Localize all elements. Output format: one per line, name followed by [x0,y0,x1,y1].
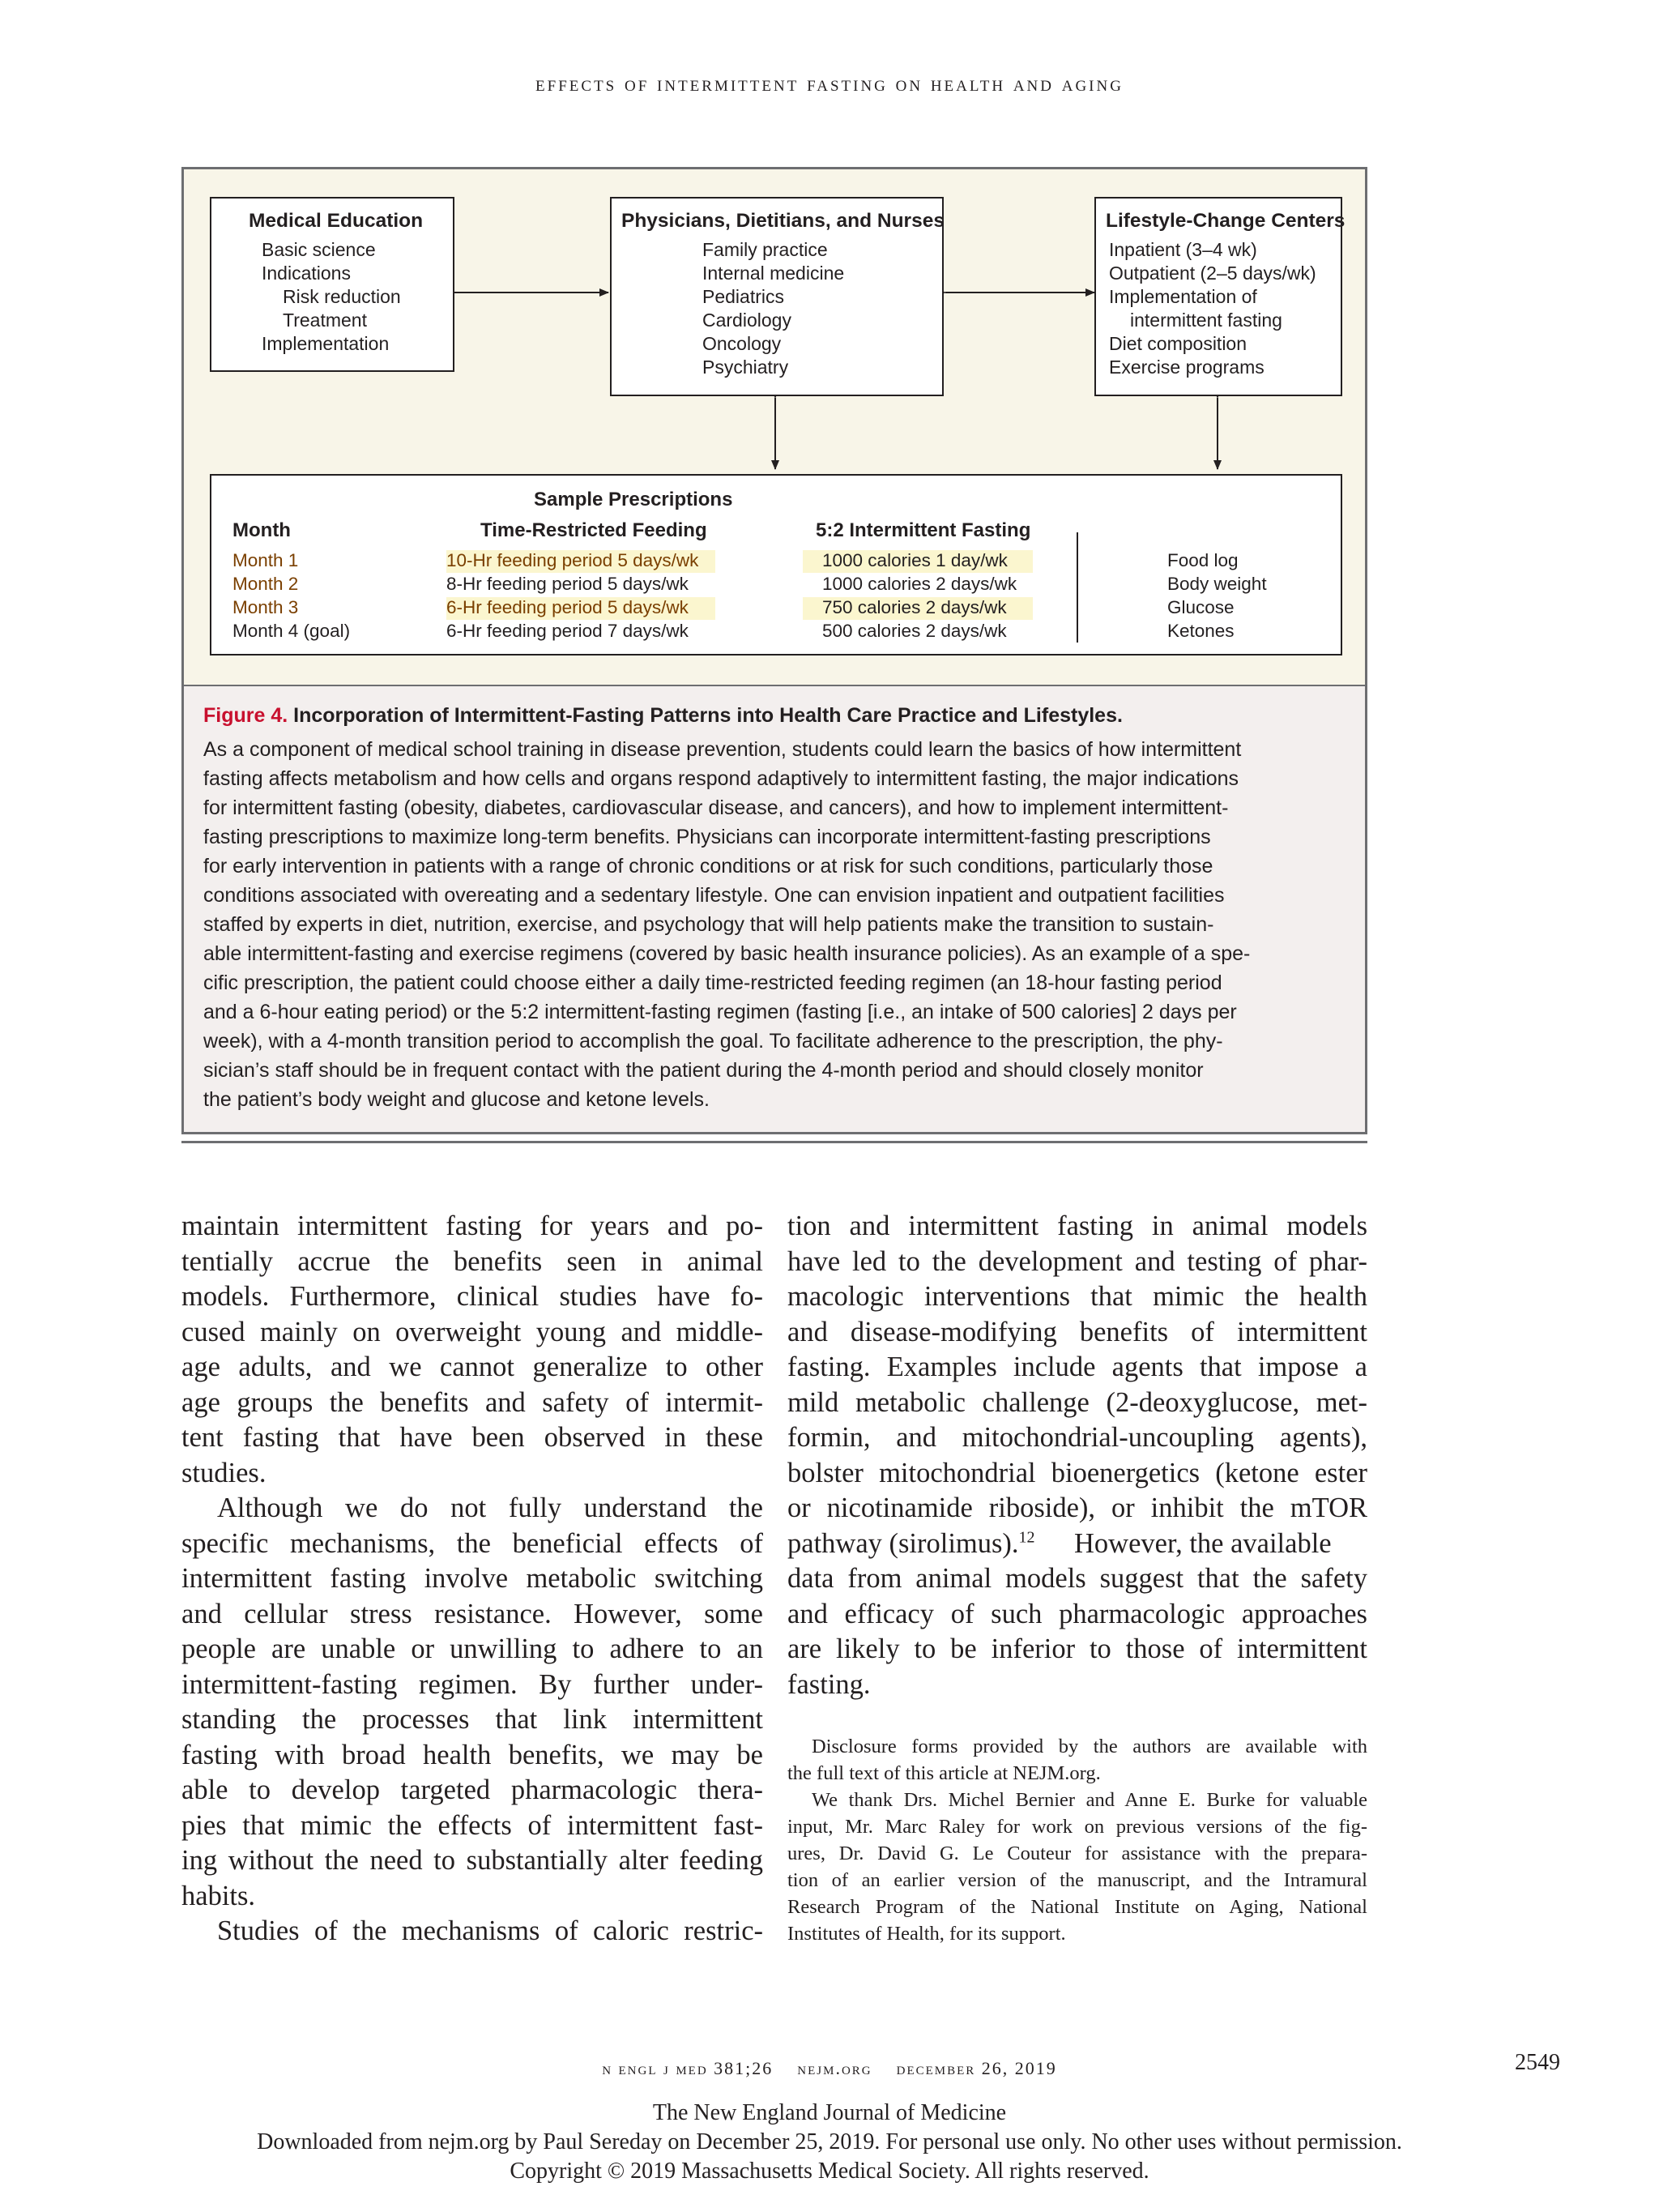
caption-line: staffed by experts in diet, nutrition, exercise, and psychology that will help patients make the transition to sustain- [203,913,1214,936]
body-line: Although we do not fully understand the [217,1492,763,1523]
monitoring-item: Glucose [1167,597,1235,617]
body-line: people are unable or unwilling to adhere to an [181,1633,763,1664]
ack-line: the full text of this article at NEJM.org. [787,1762,1101,1784]
physicians-item: Pediatrics [702,286,784,307]
caption-line: for early intervention in patients with a range of chronic conditions or at risk for such conditions, particularly those [203,855,1213,878]
body-line [787,1528,1035,1560]
download-notice: Downloaded from nejm.org by Paul Sereday on December 25, 2019. For personal use only. No other uses without permission. [257,2129,1402,2154]
physicians-item: Internal medicine [702,263,845,284]
column-time-restricted-feeding: Time-Restricted Feeding [480,519,707,541]
row-5-2: 750 calories 2 days/wk [822,597,1007,617]
body-line: and efficacy of such pharmacologic approaches [787,1599,1367,1629]
medical-education-title: Medical Education [249,210,424,232]
monitoring-divider [1077,532,1078,643]
lifestyle-centers-item: Diet composition [1109,333,1247,354]
medical-education-item: Treatment [283,310,367,331]
ack-line: tion of an earlier version of the manuscript, and the Intramural [787,1869,1367,1891]
medical-education-item: Implementation [262,333,390,354]
body-line: have led to the development and testing of phar- [787,1246,1367,1277]
body-line: able to develop targeted pharmacologic thera- [181,1774,763,1805]
column-5-2-fasting: 5:2 Intermittent Fasting [816,519,1031,541]
body-line: ing without the need to substantially alter feeding [181,1845,763,1876]
row-month: Month 2 [232,574,299,594]
body-line: and cellular stress resistance. However, some [181,1599,763,1629]
row-month: Month 1 [232,550,299,570]
body-line: cused mainly on overweight young and middle- [181,1317,763,1347]
physicians-item: Family practice [702,239,828,260]
body-line: fasting. [787,1669,871,1700]
figure-4 [181,167,1367,1134]
caption-line: fasting prescriptions to maximize long-term benefits. Physicians can incorporate intermittent-fasting prescriptions [203,826,1211,848]
medical-education-item: Indications [262,263,351,284]
body-line: standing the processes that link intermittent [181,1704,763,1735]
reference-superscript: 12 [1018,1528,1035,1547]
monitoring-item: Body weight [1167,574,1267,594]
body-line: age groups the benefits and safety of intermit- [181,1387,763,1418]
body-line: tion and intermittent fasting in animal models [787,1211,1367,1241]
copyright-notice: Copyright © 2019 Massachusetts Medical Society. All rights reserved. [510,2159,1149,2184]
caption-line: able intermittent-fasting and exercise regimens (covered by basic health insurance policies). As an example of a spe- [203,942,1251,965]
medical-education-box [210,197,454,372]
physicians-item: Cardiology [702,310,791,331]
running-head: effects of intermittent fasting on health and aging [535,71,1124,96]
column-month: Month [232,519,291,541]
body-line: intermittent-fasting regimen. By further under- [181,1669,763,1700]
body-line: pies that mimic the effects of intermittent fast- [181,1810,763,1841]
row-month: Month 4 (goal) [232,621,351,641]
caption-line: fasting affects metabolism and how cells and organs respond adaptively to intermittent fasting, the major indications [203,767,1239,790]
body-line: formin, and mitochondrial-uncoupling agents), [787,1422,1367,1453]
lifestyle-centers-box [1094,197,1346,396]
body-line: macologic interventions that mimic the health [787,1281,1367,1312]
caption-line: the patient’s body weight and glucose and ketone levels. [203,1088,710,1111]
body-line: age adults, and we cannot generalize to other [181,1352,763,1382]
body-line: and disease-modifying benefits of intermittent [787,1317,1367,1347]
body-line: specific mechanisms, the beneficial effects of [181,1528,763,1559]
ack-line: Disclosure forms provided by the authors are available with [812,1736,1367,1757]
row-5-2: 500 calories 2 days/wk [822,621,1007,641]
figure-label: Figure 4. [203,704,288,727]
ack-line: input, Mr. Marc Raley for work on previous versions of the fig- [787,1816,1367,1838]
ack-line: ures, Dr. David G. Le Couteur for assistance with the prepara- [787,1843,1367,1864]
caption-line: cific prescription, the patient could choose either a daily time-restricted feeding regimen (an 18-hour fasting period [203,971,1222,994]
physicians-item: Psychiatry [702,357,789,378]
caption-line: sician’s staff should be in frequent contact with the patient during the 4-month period and should closely monitor [203,1059,1204,1082]
sample-prescriptions-box [210,474,1342,655]
footer-citation: n engl j med 381;26 nejm.org december 26, 2019 [602,2058,1057,2078]
medical-education-item: Basic science [262,239,376,260]
caption-line: conditions associated with overeating and a sedentary lifestyle. One can envision inpatient and outpatient facilities [203,884,1225,907]
body-line: studies. [181,1458,267,1488]
lifestyle-centers-item: Implementation of [1109,286,1257,307]
ack-line: We thank Drs. Michel Bernier and Anne E. Burke for valuable [812,1789,1367,1811]
body-line: maintain intermittent fasting for years and po- [181,1211,763,1241]
body-line: data from animal models suggest that the safety [787,1563,1367,1594]
monitoring-item: Food log [1167,550,1239,570]
lifestyle-centers-item: Exercise programs [1109,357,1265,378]
physicians-box [610,197,944,396]
medical-education-item: Risk reduction [283,286,401,307]
body-line: fasting with broad health benefits, we may be [181,1740,763,1770]
row-trf: 6-Hr feeding period 5 days/wk [446,597,689,617]
journal-name: The New England Journal of Medicine [652,2100,1007,2125]
caption-line: week), with a 4-month transition period to accomplish the goal. To facilitate adherence to the prescription, the phy- [203,1030,1223,1053]
row-month: Month 3 [232,597,299,617]
body-line: intermittent fasting involve metabolic switching [181,1563,763,1594]
physicians-item: Oncology [702,333,782,354]
physicians-title: Physicians, Dietitians, and Nurses [621,210,945,232]
row-trf: 8-Hr feeding period 5 days/wk [446,574,689,594]
ack-line: Institutes of Health, for its support. [787,1923,1066,1945]
body-line: bolster mitochondrial bioenergetics (ketone ester [787,1458,1367,1488]
body-line: fasting. Examples include agents that impose a [787,1352,1367,1382]
monitoring-item: Ketones [1167,621,1235,641]
body-line-text: pathway (sirolimus). [787,1528,1019,1559]
body-line: mild metabolic challenge (2-deoxyglucose, met- [787,1387,1367,1418]
ack-line: Research Program of the National Institute on Aging, National [787,1896,1367,1918]
caption-line: As a component of medical school training in disease prevention, students could learn the basics of how intermittent [203,738,1242,761]
body-line: However, the available [1074,1528,1332,1559]
row-trf: 6-Hr feeding period 7 days/wk [446,621,689,641]
caption-line: and a 6-hour eating period) or the 5:2 intermittent-fasting regimen (fasting [i.e., an intake of 500 calories] 2 days per [203,1001,1237,1023]
page-number: 2549 [1515,2050,1560,2075]
row-5-2: 1000 calories 2 days/wk [822,574,1017,594]
body-line: tentially accrue the benefits seen in animal [181,1246,763,1277]
lifestyle-centers-item: Outpatient (2–5 days/wk) [1109,263,1316,284]
row-5-2: 1000 calories 1 day/wk [822,550,1008,570]
caption-title: Incorporation of Intermittent-Fasting Patterns into Health Care Practice and Lifestyles. [293,704,1123,727]
body-line: or nicotinamide riboside), or inhibit the mTOR [787,1492,1367,1523]
lifestyle-centers-item: Inpatient (3–4 wk) [1109,239,1257,260]
figure-bottom-rule [181,1141,1367,1143]
body-line: Studies of the mechanisms of caloric restric- [217,1915,763,1946]
body-line: tent fasting that have been observed in these [181,1422,763,1453]
body-line: habits. [181,1881,256,1911]
body-line: models. Furthermore, clinical studies have fo- [181,1281,763,1312]
caption-title-line [203,704,1123,728]
figure-caption [184,685,1365,1132]
body-line: are likely to be inferior to those of intermittent [787,1633,1367,1664]
lifestyle-centers-title: Lifestyle-Change Centers [1106,210,1346,232]
prescriptions-title: Sample Prescriptions [534,489,733,510]
row-trf: 10-Hr feeding period 5 days/wk [446,550,699,570]
lifestyle-centers-item: intermittent fasting [1130,310,1282,331]
caption-line: for intermittent fasting (obesity, diabetes, cardiovascular disease, and cancers), and how to implement intermittent- [203,796,1229,819]
